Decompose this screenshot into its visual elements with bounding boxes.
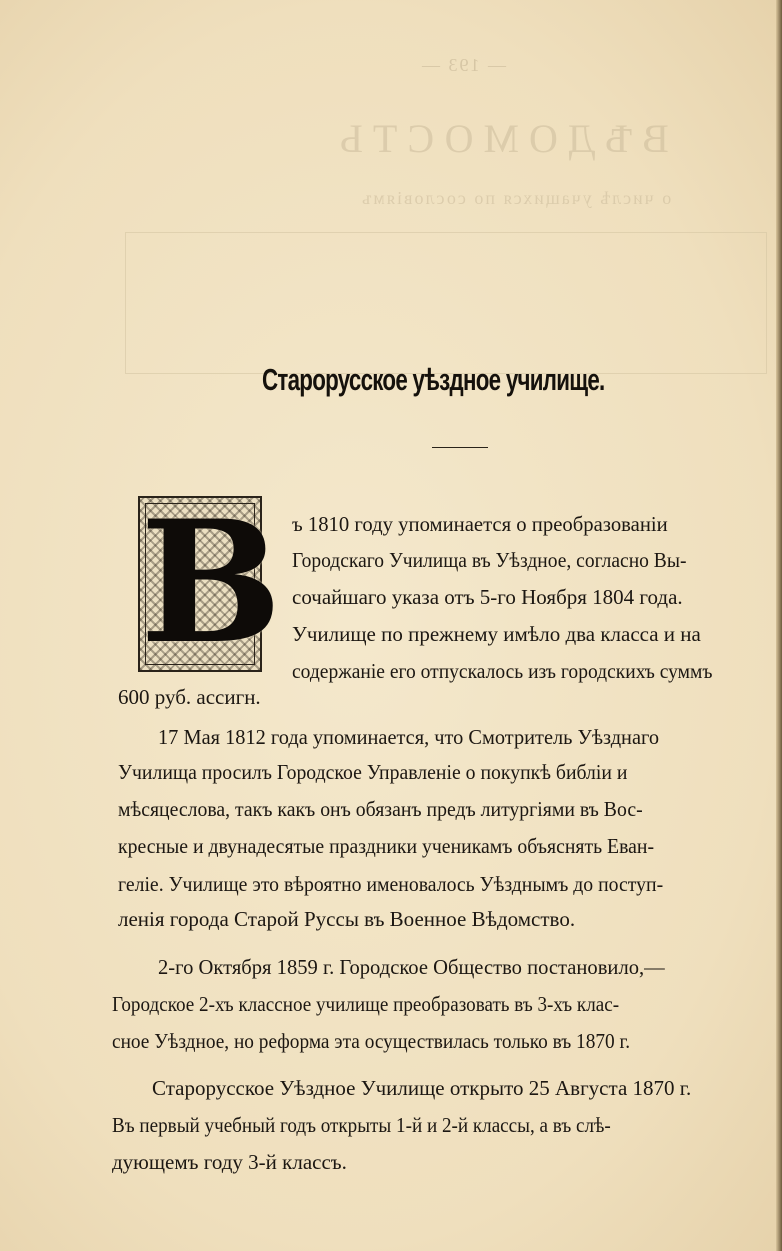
text-line: дующемъ году 3-й классъ. xyxy=(112,1150,347,1174)
text-line: 2-го Октября 1859 г. Городское Общество постановило,— xyxy=(158,955,665,979)
decorative-initial xyxy=(138,483,282,681)
text-line: Городскаго Училища въ Уѣздное, согласно Вы- xyxy=(292,548,687,572)
bleed-through-table xyxy=(125,232,767,374)
text-line: Училище по прежнему имѣло два класса и на xyxy=(292,622,701,646)
text-line: Въ первый учебный годъ открыты 1-й и 2-й классы, а въ слѣ- xyxy=(112,1113,611,1137)
title-divider xyxy=(432,447,488,448)
text-line: сочайшаго указа отъ 5-го Ноября 1804 года. xyxy=(292,585,683,609)
text-line: геліе. Училище это вѣроятно именовалось Уѣзднымъ до поступ- xyxy=(118,872,664,896)
text-line: мѣсяцеслова, такъ какъ онъ обязанъ предъ литургіями въ Вос- xyxy=(118,797,643,821)
text-line: 17 Мая 1812 года упоминается, что Смотритель Уѣзднаго xyxy=(158,725,660,749)
text-line: Городское 2-хъ классное училище преобразовать въ 3-хъ клас- xyxy=(112,992,620,1016)
text-line: ленія города Старой Руссы въ Военное Вѣдомство. xyxy=(118,907,576,931)
initial-letter: В xyxy=(140,483,282,681)
text-line: 600 руб. ассигн. xyxy=(118,685,261,709)
section-title: Старорусское уѣздное училище. xyxy=(262,362,605,397)
text-line: сное Уѣздное, но реформа эта осуществилась только въ 1870 г. xyxy=(112,1029,631,1053)
bleed-through-text: ВѢДОМОСТЬ xyxy=(330,116,669,161)
text-line: кресные и двунадесятые праздники ученикамъ объяснять Еван- xyxy=(118,834,655,858)
text-line: содержаніе его отпускалось изъ городскихъ суммъ xyxy=(292,659,713,683)
bleed-through-text: — 193 — xyxy=(420,55,506,75)
text-line: Старорусское Уѣздное Училище открыто 25 Августа 1870 г. xyxy=(152,1076,692,1100)
text-line: ъ 1810 году упоминается о преобразованіи xyxy=(292,512,668,536)
page-edge-shadow xyxy=(776,0,782,1251)
bleed-through-text: о числѣ учащихся по сословіямъ xyxy=(360,188,672,208)
text-line: Училища просилъ Городское Управленіе о покупкѣ библіи и xyxy=(118,760,628,784)
